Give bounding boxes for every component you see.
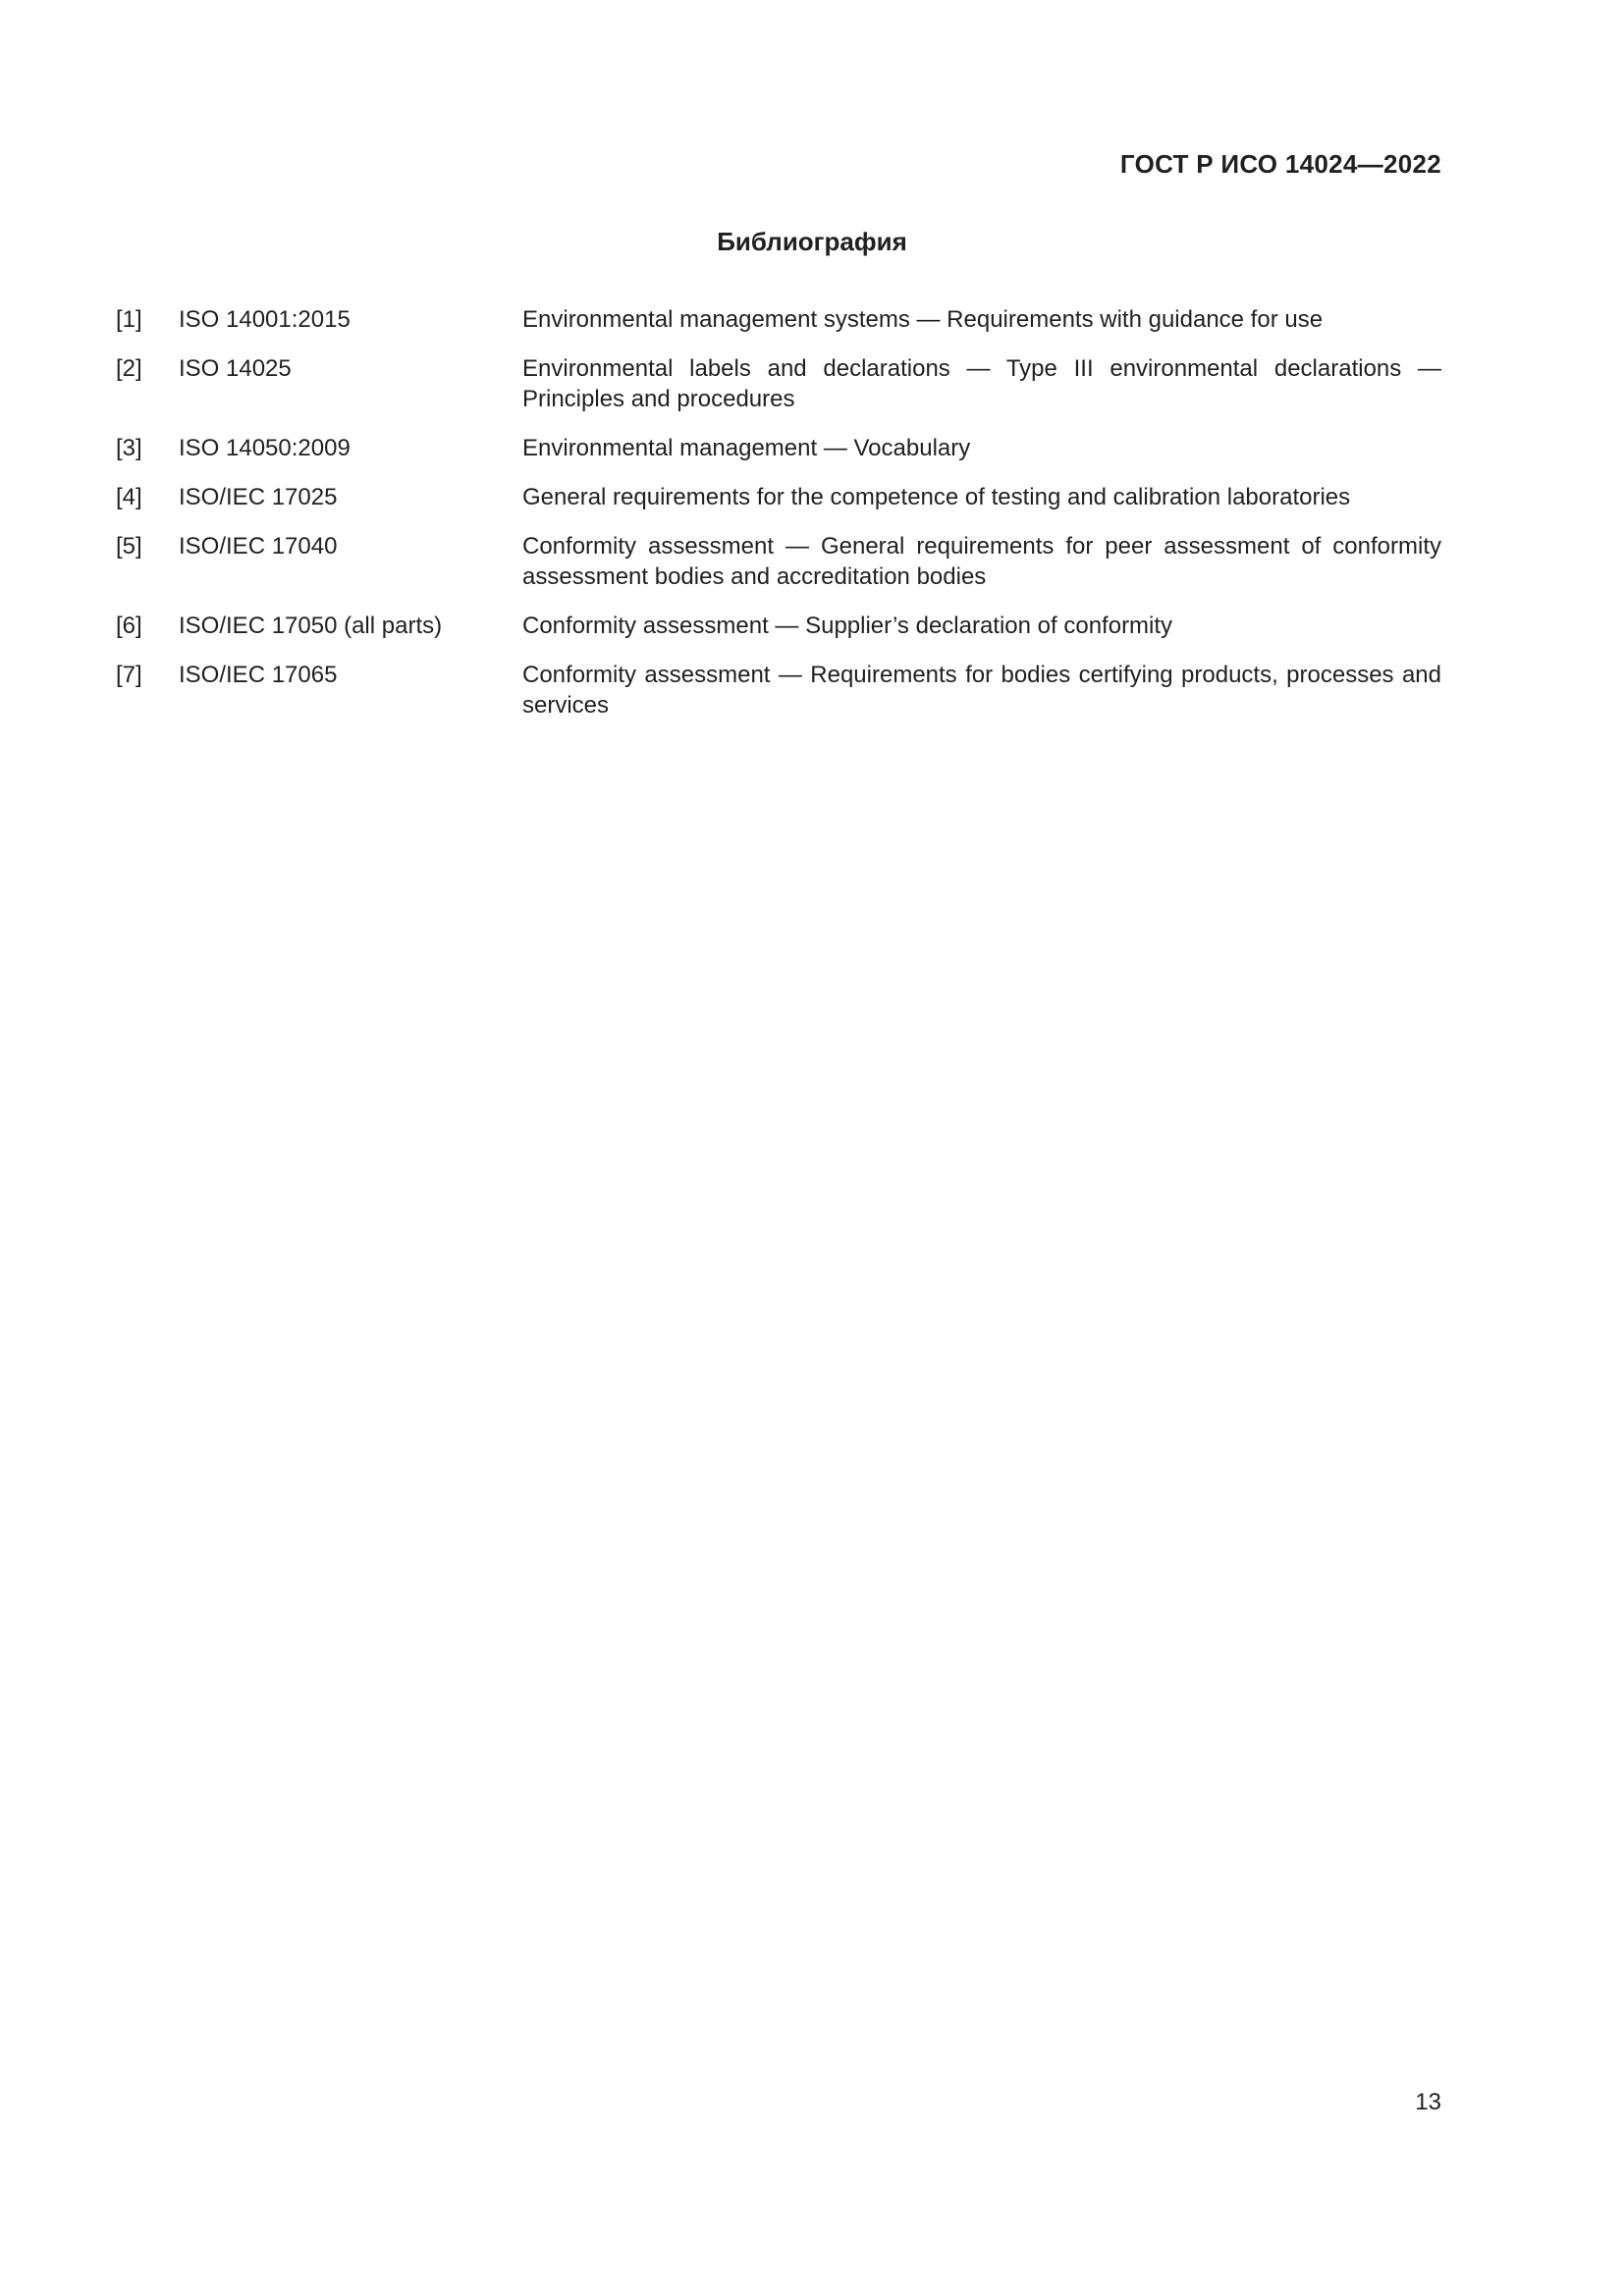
entry-title: Environmental management — Vocabulary xyxy=(522,435,971,461)
entry-title: General requirements for the competence of testing and calibration laboratories xyxy=(522,484,1351,510)
entry-reference: ISO/IEC 17050 (all parts) xyxy=(179,613,443,639)
entry-number: [1] xyxy=(116,306,142,333)
bibliography-entry xyxy=(116,353,1441,414)
entry-reference: ISO 14001:2015 xyxy=(179,306,351,333)
entry-title: Conformity assessment — Requirements for bodies certifying products, processes and services xyxy=(522,662,1441,719)
bibliography-entry xyxy=(116,304,1441,335)
entry-title: Environmental labels and declarations — Type III environmental declarations — Principles and procedures xyxy=(522,355,1441,412)
bibliography-entry xyxy=(116,482,1441,512)
bibliography-title: Библиография xyxy=(717,227,907,256)
entry-title: Conformity assessment — Supplier’s declaration of conformity xyxy=(522,613,1173,639)
bibliography-entry xyxy=(116,611,1441,641)
bibliography-entry xyxy=(116,531,1441,592)
entry-number: [3] xyxy=(116,435,142,461)
bibliography-entry xyxy=(116,660,1441,721)
document-code: ГОСТ Р ИСО 14024—2022 xyxy=(1119,149,1441,179)
entry-number: [2] xyxy=(116,355,142,382)
bibliography-list xyxy=(116,304,1441,739)
entry-number: [6] xyxy=(116,613,142,639)
entry-reference: ISO 14050:2009 xyxy=(179,435,351,461)
entry-number: [5] xyxy=(116,533,142,560)
entry-number: [4] xyxy=(116,484,142,510)
entry-reference: ISO/IEC 17025 xyxy=(179,484,338,510)
bibliography-entry xyxy=(116,433,1441,463)
entry-reference: ISO 14025 xyxy=(179,355,292,382)
entry-number: [7] xyxy=(116,662,142,688)
page-number: 13 xyxy=(1415,2089,1441,2115)
entry-title: Conformity assessment — General requirements for peer assessment of conformity assessment bodies and accreditation bodies xyxy=(522,533,1441,590)
entry-reference: ISO/IEC 17040 xyxy=(179,533,338,560)
entry-reference: ISO/IEC 17065 xyxy=(179,662,338,688)
entry-title: Environmental management systems — Requirements with guidance for use xyxy=(522,306,1324,333)
